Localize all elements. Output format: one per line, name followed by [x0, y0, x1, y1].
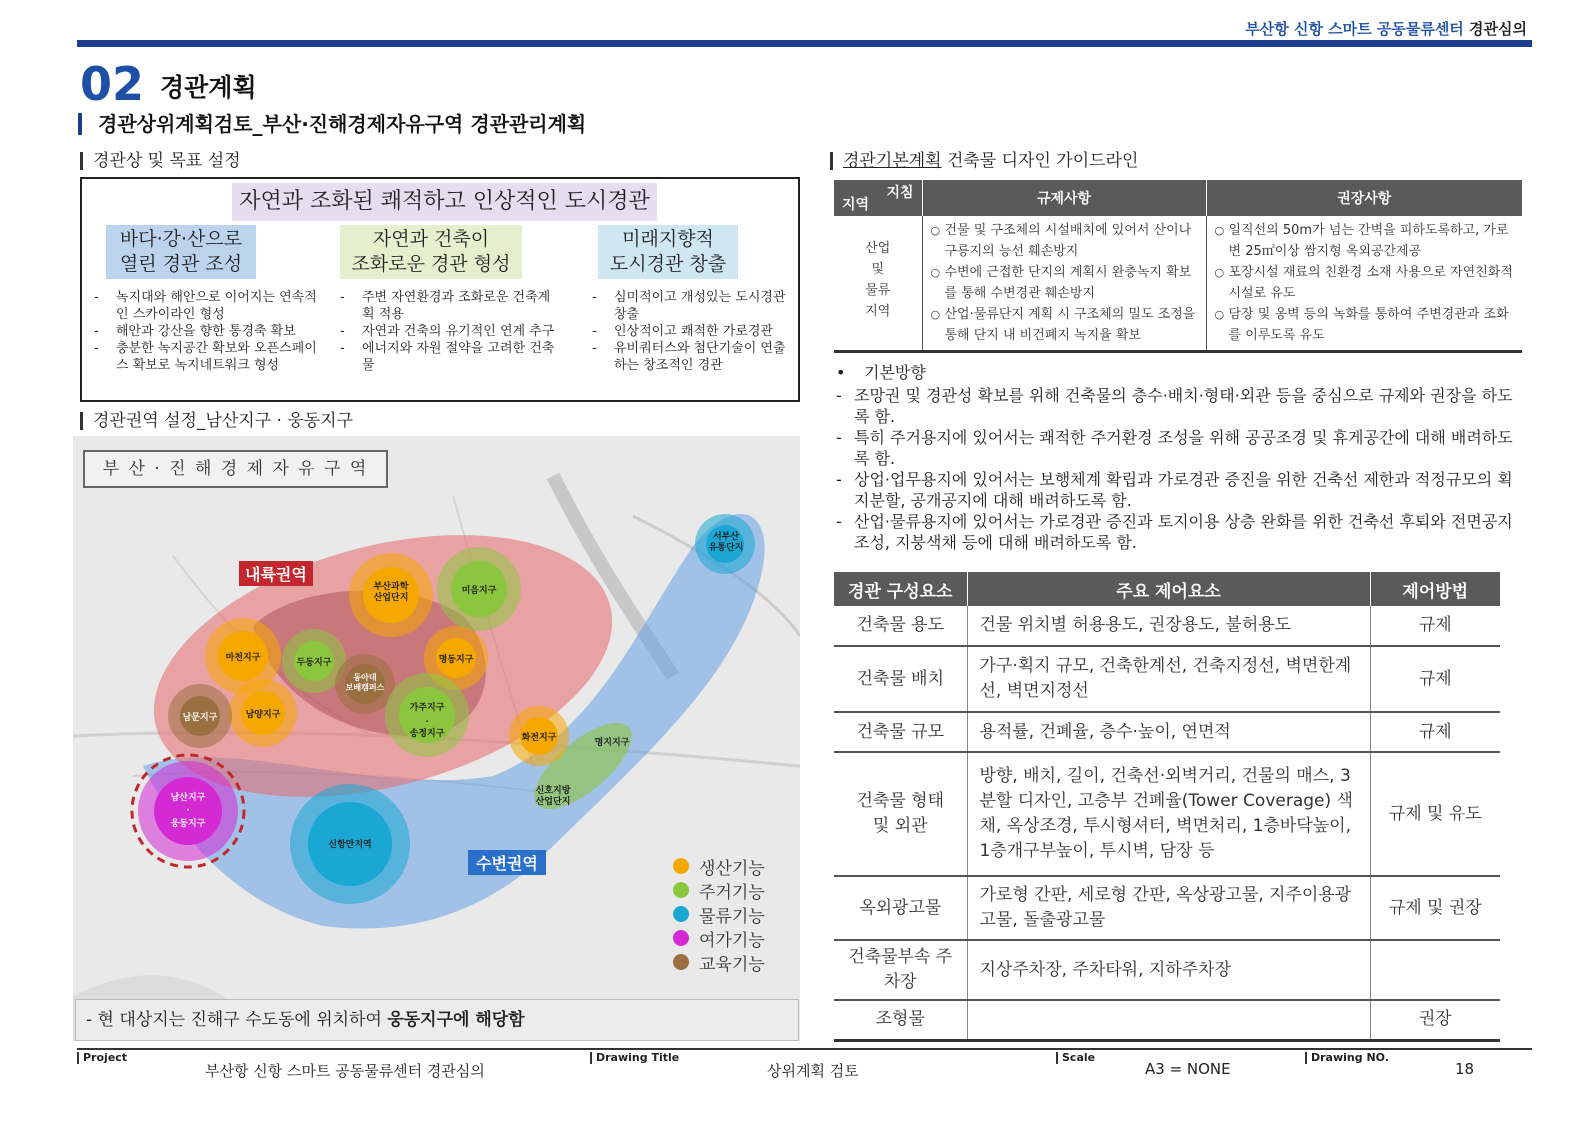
vision-column-3-list — [592, 289, 792, 374]
district-label: 남산지구 · 웅동지구 — [170, 793, 206, 829]
table-cell: 옥외광고물 — [834, 876, 967, 940]
document-header — [1245, 18, 1527, 39]
table-cell: 규제 — [1370, 646, 1500, 712]
header-project-name: 부산항 신항 스마트 공동물류센터 — [1245, 20, 1464, 38]
vision-box — [80, 177, 800, 402]
district-label: 동아대 보배캠퍼스 — [345, 673, 385, 692]
list-item: ○ 수변에 근접한 단지의 계획시 완충녹지 확보를 통해 수변경관 훼손방지 — [931, 262, 1198, 304]
zone-label-water: 수변권역 — [468, 850, 546, 875]
diagonal-header-cell: 지침 지역 — [834, 180, 922, 216]
table-row — [834, 876, 1500, 940]
list-item: - 녹지대와 해안으로 이어지는 연속적인 스카이라인 형성 — [94, 289, 329, 323]
legend-item: 주거기능 — [673, 878, 765, 902]
footer-title-value: 상위계획 검토 — [767, 1062, 859, 1080]
footer-project-value: 부산항 신항 스마트 공동물류센터 경관심의 — [205, 1062, 485, 1080]
district-label: 명동지구 — [438, 655, 474, 665]
table-cell: 조형물 — [834, 1000, 967, 1040]
list-item: ○ 건물 및 구조체의 시설배치에 있어서 산이나 구릉지의 능선 훼손방지 — [931, 220, 1198, 262]
vision-column-3-title: 미래지향적 도시경관 창출 — [598, 225, 738, 279]
legend-dot-icon — [673, 858, 689, 874]
vision-column-2-list — [340, 289, 560, 374]
district-label: 두동지구 — [296, 658, 332, 668]
district-label: 서부산 유통단지 — [708, 532, 744, 553]
guideline-heading: 경관기본계획 건축물 디자인 가이드라인 — [830, 152, 1138, 170]
list-item: ○ 포장시설 재료의 친환경 소재 사용으로 자연친화적 시설로 유도 — [1215, 262, 1515, 304]
district-label: 남양지구 — [245, 710, 281, 720]
district-label: 부산과학 산업단지 — [373, 582, 409, 603]
district-label: 가주지구 · 송정지구 — [409, 703, 445, 739]
legend-item: 물류기능 — [673, 902, 765, 926]
district-label: 화전지구 — [521, 733, 557, 743]
table-cell: 건축물 규모 — [834, 712, 967, 752]
district-label: 마천지구 — [225, 653, 261, 663]
district-label: 신호지방 산업단지 — [535, 786, 571, 807]
list-item: ○ 산업·물류단지 계획 시 구조체의 밀도 조정을 통해 단지 내 비건폐지 녹지율 확보 — [931, 304, 1198, 346]
region-cell: 산업 및 물류 지역 — [834, 216, 922, 352]
table-cell: 건물 위치별 허용용도, 권장용도, 불허용도 — [967, 606, 1370, 646]
column-header: 경관 구성요소 — [834, 572, 967, 606]
vision-column-1 — [94, 225, 329, 374]
table-cell: 가로형 간판, 세로형 간판, 옥상광고물, 지주이용광고물, 돌출광고물 — [967, 876, 1370, 940]
list-item: - 해안과 강산을 향한 통경축 확보 — [94, 323, 329, 340]
basic-direction — [834, 362, 1524, 553]
list-item: - 특히 주거용지에 있어서는 쾌적한 주거환경 조성을 위해 공공조경 및 휴게공간에 대해 배려하도록 함. — [834, 427, 1524, 469]
column-header: 주요 제어요소 — [967, 572, 1370, 606]
list-item: - 조망권 및 경관성 확보를 위해 건축물의 층수·배치·형태·외관 등을 중심으로 규제와 권장을 하도록 함. — [834, 385, 1524, 427]
footer-scale-label: Scale — [1056, 1052, 1095, 1064]
table-cell: 건축물부속 주차장 — [834, 940, 967, 1000]
vision-column-2 — [340, 225, 560, 374]
page-subtitle: 경관상위계획검토_부산·진해경제자유구역 경관관리계획 — [78, 113, 586, 135]
header-rule — [77, 40, 1532, 47]
header-project-suffix: 경관심의 — [1469, 20, 1527, 38]
guideline-table — [834, 180, 1522, 353]
control-table — [834, 572, 1500, 1042]
footer-drawing-no-value: 18 — [1455, 1060, 1475, 1078]
legend-dot-icon — [673, 930, 689, 946]
table-cell: 용적률, 건폐율, 층수·높이, 연면적 — [967, 712, 1370, 752]
table-cell: 건축물 배치 — [834, 646, 967, 712]
section-number: 02 — [80, 57, 145, 111]
table-cell: 건축물 형태 및 외관 — [834, 752, 967, 876]
vision-column-1-list — [94, 289, 329, 374]
regulation-cell — [922, 216, 1206, 352]
table-cell: 권장 — [1370, 1000, 1500, 1040]
table-cell: 건축물 용도 — [834, 606, 967, 646]
district-label: 남문지구 — [182, 713, 218, 723]
section-title: 경관계획 — [160, 73, 257, 102]
table-row — [834, 646, 1500, 712]
legend-item: 생산기능 — [673, 854, 765, 878]
column-header: 제어방법 — [1370, 572, 1500, 606]
table-cell — [967, 1000, 1370, 1040]
list-item: - 충분한 녹지공간 확보와 오픈스페이스 확보로 녹지네트워크 형성 — [94, 340, 329, 374]
table-cell: 가구·획지 규모, 건축한계선, 건축지정선, 벽면한계선, 벽면지정선 — [967, 646, 1370, 712]
table-cell: 규제 — [1370, 712, 1500, 752]
table-cell: 규제 및 권장 — [1370, 876, 1500, 940]
vision-main-goal: 자연과 조화된 쾌적하고 인상적인 도시경관 — [232, 183, 657, 221]
list-item: - 심미적이고 개성있는 도시경관 창출 — [592, 289, 792, 323]
column-header: 규제사항 — [922, 180, 1206, 216]
list-item: - 상업·업무용지에 있어서는 보행체계 확립과 가로경관 증진을 위한 건축선 제한과 적정규모의 획지분할, 공개공지에 대해 배려하도록 함. — [834, 469, 1524, 511]
basic-direction-title: • 기본방향 — [834, 362, 1524, 383]
map-note: - 현 대상지는 진해구 수도동에 위치하여 웅동지구에 해당함 — [75, 999, 799, 1041]
footer-scale-value: A3 = NONE — [1145, 1060, 1231, 1078]
table-row — [834, 1000, 1500, 1040]
table-cell: 규제 — [1370, 606, 1500, 646]
list-item: - 산업·물류용지에 있어서는 가로경관 증진과 토지이용 상층 완화를 위한 건축선 후퇴와 전면공지 조성, 지붕색채 등에 대해 배려하도록 함. — [834, 511, 1524, 553]
list-item: - 인상적이고 쾌적한 가로경관 — [592, 323, 792, 340]
table-row — [834, 606, 1500, 646]
vision-heading: 경관상 및 목표 설정 — [80, 152, 241, 170]
table-row — [834, 940, 1500, 1000]
list-item: - 주변 자연환경과 조화로운 건축계획 적용 — [340, 289, 560, 323]
legend-dot-icon — [673, 882, 689, 898]
table-row — [834, 712, 1500, 752]
column-header: 권장사항 — [1206, 180, 1522, 216]
list-item: ○ 담장 및 옹벽 등의 녹화를 통하여 주변경관과 조화를 이루도록 유도 — [1215, 304, 1515, 346]
district-label: 신항만지역 — [328, 840, 372, 850]
footer-drawing-no-label: Drawing NO. — [1305, 1052, 1389, 1064]
list-item: - 에너지와 자원 절약을 고려한 건축물 — [340, 340, 560, 374]
footer-rule — [77, 1048, 1532, 1050]
table-cell: 방향, 배치, 길이, 건축선·외벽거리, 건물의 매스, 3분할 디자인, 고층부 건폐율(Tower Coverage) 색채, 옥상조경, 투시형셔터, 벽면처리, 1층바닥높이, 1층개구부높이, 투시벽, 담장 등 — [967, 752, 1370, 876]
legend-dot-icon — [673, 906, 689, 922]
table-cell: 규제 및 유도 — [1370, 752, 1500, 876]
list-item: - 자연과 건축의 유기적인 연계 추구 — [340, 323, 560, 340]
map-heading: 경관권역 설정_남산지구 · 웅동지구 — [80, 412, 353, 430]
vision-column-3 — [592, 225, 792, 374]
footer-project-label: Project — [77, 1052, 127, 1064]
recommendation-cell — [1206, 216, 1522, 352]
district-label: 미음지구 — [461, 586, 497, 596]
footer-title-label: Drawing Title — [590, 1052, 679, 1064]
landscape-zone-map — [73, 436, 800, 1041]
list-item: ○ 일직선의 50m가 넘는 간벽을 피하도록하고, 가로변 25㎡이상 쌈지형 옥외공간제공 — [1215, 220, 1515, 262]
legend-item: 여가기능 — [673, 926, 765, 950]
vision-column-1-title: 바다·강·산으로 열린 경관 조성 — [106, 225, 256, 279]
table-cell — [1370, 940, 1500, 1000]
district-label: 명지지구 — [594, 738, 630, 748]
table-cell: 지상주차장, 주차타워, 지하주차장 — [967, 940, 1370, 1000]
map-legend — [673, 854, 765, 974]
zone-label-inland: 내륙권역 — [239, 561, 313, 586]
map-region-banner: 부 산 · 진 해 경 제 자 유 구 역 — [83, 450, 388, 488]
legend-dot-icon — [673, 954, 689, 970]
vision-column-2-title: 자연과 건축이 조화로운 경관 형성 — [340, 225, 522, 279]
list-item: - 유비쿼터스와 첨단기술이 연출하는 창조적인 경관 — [592, 340, 792, 374]
table-row — [834, 752, 1500, 876]
legend-item: 교육기능 — [673, 950, 765, 974]
